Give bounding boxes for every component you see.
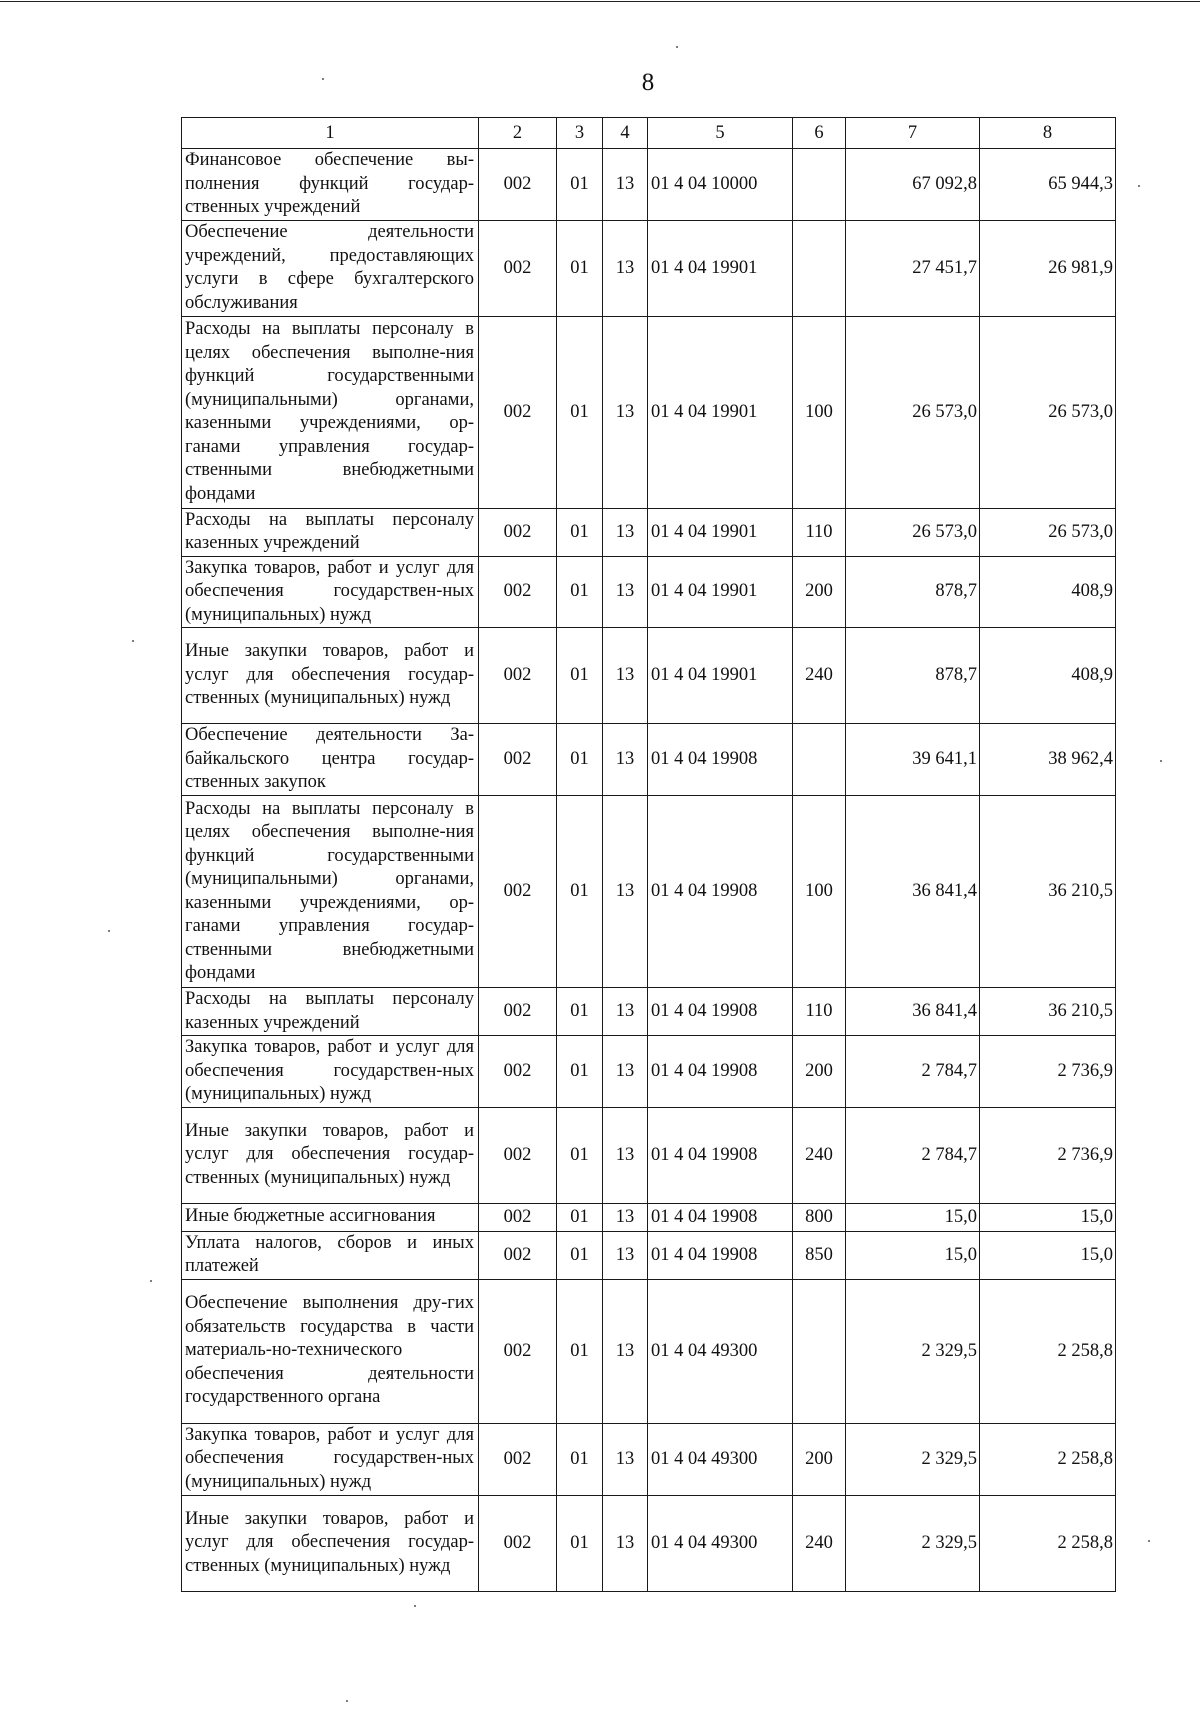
expense-type-cell: 200 — [793, 556, 846, 628]
expense-type-cell: 200 — [793, 1423, 846, 1495]
expense-type-cell — [793, 1279, 846, 1423]
expense-type-cell: 240 — [793, 1495, 846, 1591]
admin-code-cell: 002 — [479, 1036, 557, 1108]
row-name-cell: Иные бюджетные ассигнования — [182, 1203, 479, 1231]
table-row — [182, 796, 1116, 988]
amount-col8-cell: 2 736,9 — [980, 1107, 1116, 1203]
column-header: 1 — [182, 118, 479, 149]
subsection-code-cell: 13 — [603, 220, 648, 316]
subsection-code-cell: 13 — [603, 1423, 648, 1495]
table-row — [182, 1495, 1116, 1591]
scan-speck — [1148, 1540, 1150, 1542]
amount-col8-cell: 15,0 — [980, 1231, 1116, 1279]
section-code-cell: 01 — [557, 1495, 603, 1591]
admin-code-cell: 002 — [479, 724, 557, 796]
amount-col7-cell: 26 573,0 — [846, 316, 980, 508]
budget-table — [181, 117, 1116, 1592]
subsection-code-cell: 13 — [603, 1203, 648, 1231]
admin-code-cell: 002 — [479, 220, 557, 316]
table-row — [182, 316, 1116, 508]
admin-code-cell: 002 — [479, 149, 557, 221]
scan-speck — [676, 46, 678, 48]
table-row — [182, 556, 1116, 628]
target-article-cell: 01 4 04 19901 — [648, 556, 793, 628]
section-code-cell: 01 — [557, 556, 603, 628]
admin-code-cell: 002 — [479, 1423, 557, 1495]
admin-code-cell: 002 — [479, 1107, 557, 1203]
row-name-cell: Расходы на выплаты персоналу казенных учреждений — [182, 508, 479, 556]
section-code-cell: 01 — [557, 149, 603, 221]
admin-code-cell: 002 — [479, 1203, 557, 1231]
target-article-cell: 01 4 04 19901 — [648, 220, 793, 316]
column-header: 4 — [603, 118, 648, 149]
scan-speck — [150, 1280, 152, 1282]
amount-col7-cell: 15,0 — [846, 1231, 980, 1279]
amount-col8-cell: 36 210,5 — [980, 796, 1116, 988]
target-article-cell: 01 4 04 19901 — [648, 508, 793, 556]
target-article-cell: 01 4 04 19908 — [648, 1203, 793, 1231]
subsection-code-cell: 13 — [603, 1036, 648, 1108]
subsection-code-cell: 13 — [603, 508, 648, 556]
subsection-code-cell: 13 — [603, 628, 648, 724]
section-code-cell: 01 — [557, 1036, 603, 1108]
amount-col8-cell: 26 573,0 — [980, 316, 1116, 508]
admin-code-cell: 002 — [479, 1231, 557, 1279]
table-row — [182, 1279, 1116, 1423]
amount-col8-cell: 65 944,3 — [980, 149, 1116, 221]
section-code-cell: 01 — [557, 1423, 603, 1495]
amount-col8-cell: 2 258,8 — [980, 1279, 1116, 1423]
header-row — [182, 118, 1116, 149]
row-name-cell: Обеспечение выполнения дру-гих обязательств государства в части материаль-но-технического обеспечения деятельности государственного органа — [182, 1279, 479, 1423]
section-code-cell: 01 — [557, 628, 603, 724]
row-name-cell: Расходы на выплаты персоналу в целях обеспечения выполне-ния функций государственными (муниципальными) органами, казенными учреждениями, ор-ганами управления государ-ственными внебюджетными фондами — [182, 316, 479, 508]
section-code-cell: 01 — [557, 220, 603, 316]
subsection-code-cell: 13 — [603, 556, 648, 628]
table-row — [182, 724, 1116, 796]
scan-speck — [414, 1605, 416, 1607]
subsection-code-cell: 13 — [603, 1279, 648, 1423]
row-name-cell: Иные закупки товаров, работ и услуг для обеспечения государ-ственных (муниципальных) нужд — [182, 1107, 479, 1203]
target-article-cell: 01 4 04 19908 — [648, 724, 793, 796]
subsection-code-cell: 13 — [603, 316, 648, 508]
expense-type-cell: 240 — [793, 628, 846, 724]
section-code-cell: 01 — [557, 724, 603, 796]
expense-type-cell: 800 — [793, 1203, 846, 1231]
section-code-cell: 01 — [557, 988, 603, 1036]
amount-col7-cell: 2 329,5 — [846, 1423, 980, 1495]
row-name-cell: Закупка товаров, работ и услуг для обеспечения государствен-ных (муниципальных) нужд — [182, 1036, 479, 1108]
table-row — [182, 149, 1116, 221]
scan-speck — [132, 640, 134, 642]
amount-col7-cell: 2 329,5 — [846, 1279, 980, 1423]
target-article-cell: 01 4 04 19908 — [648, 1231, 793, 1279]
target-article-cell: 01 4 04 49300 — [648, 1495, 793, 1591]
amount-col7-cell: 2 784,7 — [846, 1107, 980, 1203]
amount-col7-cell: 15,0 — [846, 1203, 980, 1231]
target-article-cell: 01 4 04 19908 — [648, 796, 793, 988]
row-name-cell: Расходы на выплаты персоналу казенных учреждений — [182, 988, 479, 1036]
subsection-code-cell: 13 — [603, 149, 648, 221]
target-article-cell: 01 4 04 10000 — [648, 149, 793, 221]
table-row — [182, 1107, 1116, 1203]
amount-col7-cell: 2 329,5 — [846, 1495, 980, 1591]
expense-type-cell: 850 — [793, 1231, 846, 1279]
table-row — [182, 1203, 1116, 1231]
admin-code-cell: 002 — [479, 508, 557, 556]
amount-col8-cell: 36 210,5 — [980, 988, 1116, 1036]
table-row — [182, 1423, 1116, 1495]
expense-type-cell: 240 — [793, 1107, 846, 1203]
row-name-cell: Финансовое обеспечение вы-полнения функций государ-ственных учреждений — [182, 149, 479, 221]
section-code-cell: 01 — [557, 1107, 603, 1203]
amount-col8-cell: 15,0 — [980, 1203, 1116, 1231]
admin-code-cell: 002 — [479, 988, 557, 1036]
amount-col7-cell: 2 784,7 — [846, 1036, 980, 1108]
admin-code-cell: 002 — [479, 628, 557, 724]
amount-col7-cell: 26 573,0 — [846, 508, 980, 556]
section-code-cell: 01 — [557, 1279, 603, 1423]
amount-col8-cell: 408,9 — [980, 628, 1116, 724]
target-article-cell: 01 4 04 19908 — [648, 1107, 793, 1203]
amount-col8-cell: 38 962,4 — [980, 724, 1116, 796]
scan-speck — [346, 1700, 348, 1702]
amount-col8-cell: 2 258,8 — [980, 1423, 1116, 1495]
section-code-cell: 01 — [557, 1231, 603, 1279]
expense-type-cell: 110 — [793, 988, 846, 1036]
section-code-cell: 01 — [557, 508, 603, 556]
row-name-cell: Обеспечение деятельности За-байкальского центра государ-ственных закупок — [182, 724, 479, 796]
table-row — [182, 220, 1116, 316]
row-name-cell: Иные закупки товаров, работ и услуг для обеспечения государ-ственных (муниципальных) нужд — [182, 628, 479, 724]
amount-col8-cell: 26 981,9 — [980, 220, 1116, 316]
admin-code-cell: 002 — [479, 556, 557, 628]
amount-col7-cell: 27 451,7 — [846, 220, 980, 316]
amount-col7-cell: 39 641,1 — [846, 724, 980, 796]
amount-col8-cell: 2 258,8 — [980, 1495, 1116, 1591]
target-article-cell: 01 4 04 19901 — [648, 316, 793, 508]
subsection-code-cell: 13 — [603, 1495, 648, 1591]
column-header: 8 — [980, 118, 1116, 149]
subsection-code-cell: 13 — [603, 724, 648, 796]
expense-type-cell: 110 — [793, 508, 846, 556]
amount-col8-cell: 2 736,9 — [980, 1036, 1116, 1108]
expense-type-cell: 100 — [793, 316, 846, 508]
row-name-cell: Обеспечение деятельности учреждений, предоставляющих услуги в сфере бухгалтерского обслуживания — [182, 220, 479, 316]
column-header: 2 — [479, 118, 557, 149]
expense-type-cell: 100 — [793, 796, 846, 988]
row-name-cell: Закупка товаров, работ и услуг для обеспечения государствен-ных (муниципальных) нужд — [182, 556, 479, 628]
budget-table-body — [182, 149, 1116, 1592]
column-header: 3 — [557, 118, 603, 149]
amount-col7-cell: 36 841,4 — [846, 988, 980, 1036]
section-code-cell: 01 — [557, 316, 603, 508]
amount-col8-cell: 408,9 — [980, 556, 1116, 628]
column-header: 7 — [846, 118, 980, 149]
table-row — [182, 1036, 1116, 1108]
page-number: 8 — [641, 69, 655, 96]
subsection-code-cell: 13 — [603, 796, 648, 988]
page-top-rule — [0, 1, 1200, 2]
scan-speck — [108, 930, 110, 932]
amount-col7-cell: 67 092,8 — [846, 149, 980, 221]
subsection-code-cell: 13 — [603, 1107, 648, 1203]
subsection-code-cell: 13 — [603, 1231, 648, 1279]
target-article-cell: 01 4 04 19908 — [648, 988, 793, 1036]
row-name-cell: Закупка товаров, работ и услуг для обеспечения государствен-ных (муниципальных) нужд — [182, 1423, 479, 1495]
column-header: 5 — [648, 118, 793, 149]
amount-col7-cell: 878,7 — [846, 556, 980, 628]
scan-speck — [1160, 760, 1162, 762]
amount-col7-cell: 36 841,4 — [846, 796, 980, 988]
column-header: 6 — [793, 118, 846, 149]
admin-code-cell: 002 — [479, 1279, 557, 1423]
table-row — [182, 508, 1116, 556]
section-code-cell: 01 — [557, 796, 603, 988]
section-code-cell: 01 — [557, 1203, 603, 1231]
target-article-cell: 01 4 04 19908 — [648, 1036, 793, 1108]
expense-type-cell — [793, 149, 846, 221]
expense-type-cell — [793, 220, 846, 316]
row-name-cell: Расходы на выплаты персоналу в целях обеспечения выполне-ния функций государственными (муниципальными) органами, казенными учреждениями, ор-ганами управления государ-ственными внебюджетными фондами — [182, 796, 479, 988]
amount-col7-cell: 878,7 — [846, 628, 980, 724]
row-name-cell: Уплата налогов, сборов и иных платежей — [182, 1231, 479, 1279]
scan-speck — [322, 78, 324, 80]
expense-type-cell: 200 — [793, 1036, 846, 1108]
table-row — [182, 988, 1116, 1036]
admin-code-cell: 002 — [479, 316, 557, 508]
row-name-cell: Иные закупки товаров, работ и услуг для обеспечения государ-ственных (муниципальных) нужд — [182, 1495, 479, 1591]
table-row — [182, 1231, 1116, 1279]
table-row — [182, 628, 1116, 724]
admin-code-cell: 002 — [479, 1495, 557, 1591]
target-article-cell: 01 4 04 19901 — [648, 628, 793, 724]
scan-speck — [1138, 185, 1140, 187]
amount-col8-cell: 26 573,0 — [980, 508, 1116, 556]
target-article-cell: 01 4 04 49300 — [648, 1279, 793, 1423]
target-article-cell: 01 4 04 49300 — [648, 1423, 793, 1495]
subsection-code-cell: 13 — [603, 988, 648, 1036]
admin-code-cell: 002 — [479, 796, 557, 988]
expense-type-cell — [793, 724, 846, 796]
